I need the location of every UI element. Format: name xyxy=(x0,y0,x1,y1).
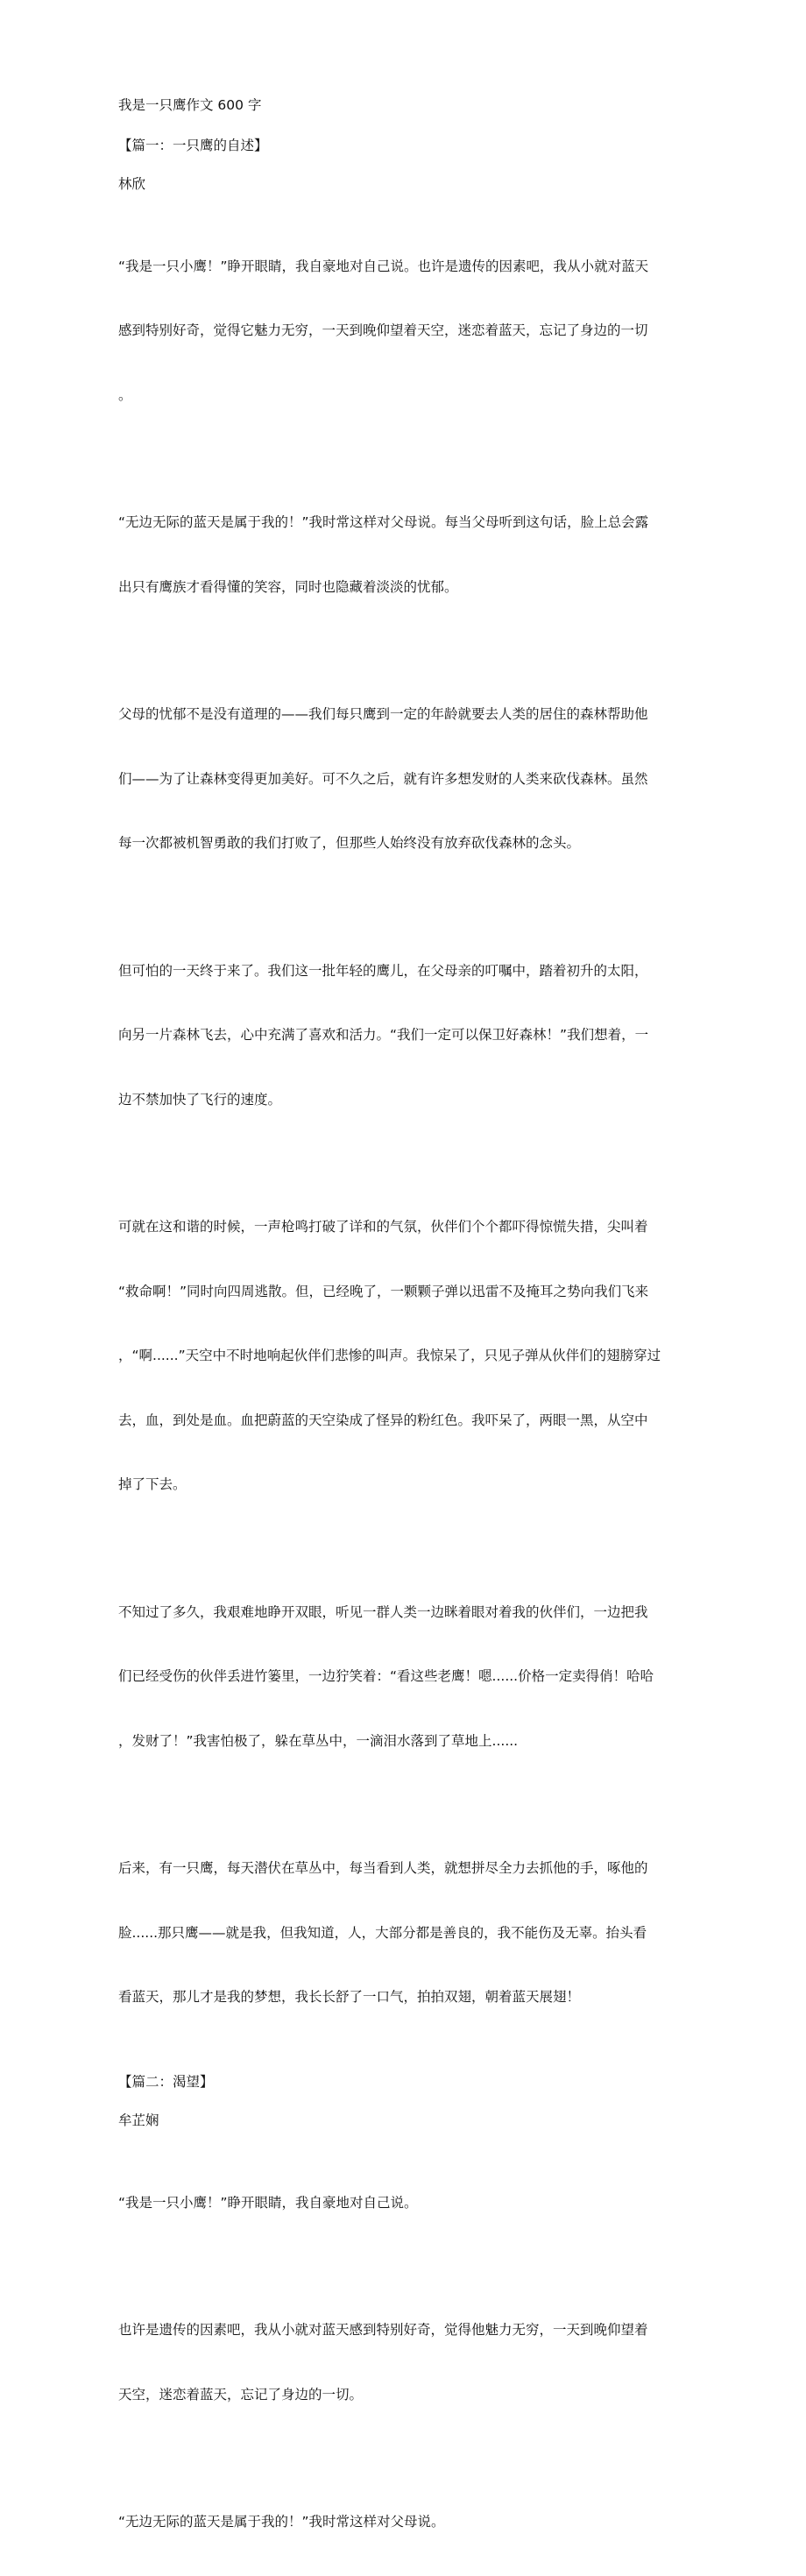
text-line: “救命啊！”同时向四周逃散。但，已经晚了，一颗颗子弹以迅雷不及掩耳之势向我们飞来 xyxy=(118,1283,649,1299)
text-line: 们已经受伤的伙伴丢进竹篓里，一边狞笑着：“看这些老鹰！嗯......价格一定卖得俏！哈哈 xyxy=(118,1668,654,1684)
text-line: 也许是遗传的因素吧，我从小就对蓝天感到特别好奇，觉得他魅力无穷，一天到晚仰望着 xyxy=(118,2322,648,2338)
text-line: 后来，有一只鹰，每天潜伏在草丛中，每当看到人类，就想拼尽全力去抓他的手，啄他的 xyxy=(118,1860,648,1876)
text-line: ，“啊......”天空中不时地响起伙伴们悲惨的叫声。我惊呆了，只见子弹从伙伴们的翅膀穿过 xyxy=(118,1348,661,1363)
author-name: 牟芷娴 xyxy=(118,2112,159,2128)
text-line: 但可怕的一天终于来了。我们这一批年轻的鹰儿，在父母亲的叮嘱中，踏着初升的太阳， xyxy=(118,962,648,979)
paragraph xyxy=(118,1173,694,1539)
text-line: 掉了下去。 xyxy=(118,1476,187,1492)
paragraph xyxy=(118,661,694,897)
section-heading: 【篇一：一只鹰的自述】 xyxy=(118,137,268,153)
text-line: “我是一只小鹰！”睁开眼睛，我自豪地对自己说。也许是遗传的因素吧，我从小就对蓝天 xyxy=(118,258,649,274)
text-line: 看蓝天，那儿才是我的梦想，我长长舒了一口气，拍拍双翅，朝着蓝天展翅！ xyxy=(118,1989,581,2005)
paragraph xyxy=(118,469,694,640)
text-line: 去，血，到处是血。血把蔚蓝的天空染成了怪异的粉红色。我吓呆了，两眼一黑，从空中 xyxy=(118,1412,648,1428)
text-line: 向另一片森林飞去，心中充满了喜欢和活力。“我们一定可以保卫好森林！”我们想着，一 xyxy=(118,1027,649,1043)
text-line: 感到特别好奇，觉得它魅力无穷，一天到晚仰望着天空，迷恋着蓝天，忘记了身边的一切 xyxy=(118,322,648,338)
text-line: 每一次都被机智勇敢的我们打败了，但那些人始终没有放弃砍伐森林的念头。 xyxy=(118,835,581,851)
paragraph xyxy=(118,2149,694,2257)
text-line: “无边无际的蓝天是属于我的！”我时常这样对父母说。每当父母听到这句话，脸上总会露 xyxy=(118,514,649,530)
document-title: 我是一只鹰作文 600 字 xyxy=(118,97,262,113)
text-line: 天空，迷恋着蓝天，忘记了身边的一切。 xyxy=(118,2386,364,2403)
author-name: 林欣 xyxy=(118,176,146,192)
text-line: ，发财了！”我害怕极了，躲在草丛中，一滴泪水落到了草地上...... xyxy=(118,1732,519,1749)
paragraph xyxy=(118,2468,694,2576)
section-heading: 【篇二：渴望】 xyxy=(118,2073,214,2090)
paragraph xyxy=(118,1815,694,2051)
text-line: 。 xyxy=(118,386,132,403)
text-line: 们——为了让森林变得更加美好。可不久之后，就有许多想发财的人类来砍伐森林。虽然 xyxy=(118,770,648,787)
text-line: 可就在这和谐的时候，一声枪鸣打破了详和的气氛，伙伴们个个都吓得惊慌失措，尖叫着 xyxy=(118,1219,648,1235)
text-line: “无边无际的蓝天是属于我的！”我时常这样对父母说。 xyxy=(118,2514,445,2530)
paragraph xyxy=(118,1559,694,1795)
paragraph xyxy=(118,2276,694,2448)
text-line: 父母的忧郁不是没有道理的——我们每只鹰到一定的年龄就要去人类的居住的森林帮助他 xyxy=(118,706,648,722)
text-line: “我是一只小鹰！”睁开眼睛，我自豪地对自己说。 xyxy=(118,2194,418,2211)
text-line: 不知过了多久，我艰难地睁开双眼，听见一群人类一边眯着眼对着我的伙伴们，一边把我 xyxy=(118,1603,648,1620)
paragraph xyxy=(118,213,694,449)
text-line: 边不禁加快了飞行的速度。 xyxy=(118,1091,282,1108)
paragraph xyxy=(118,917,694,1154)
text-line: 出只有鹰族才看得懂的笑容，同时也隐藏着淡淡的忧郁。 xyxy=(118,578,458,595)
text-line: 脸......那只鹰——就是我，但我知道，人，大部分都是善良的，我不能伤及无辜。抬头看 xyxy=(118,1924,647,1941)
